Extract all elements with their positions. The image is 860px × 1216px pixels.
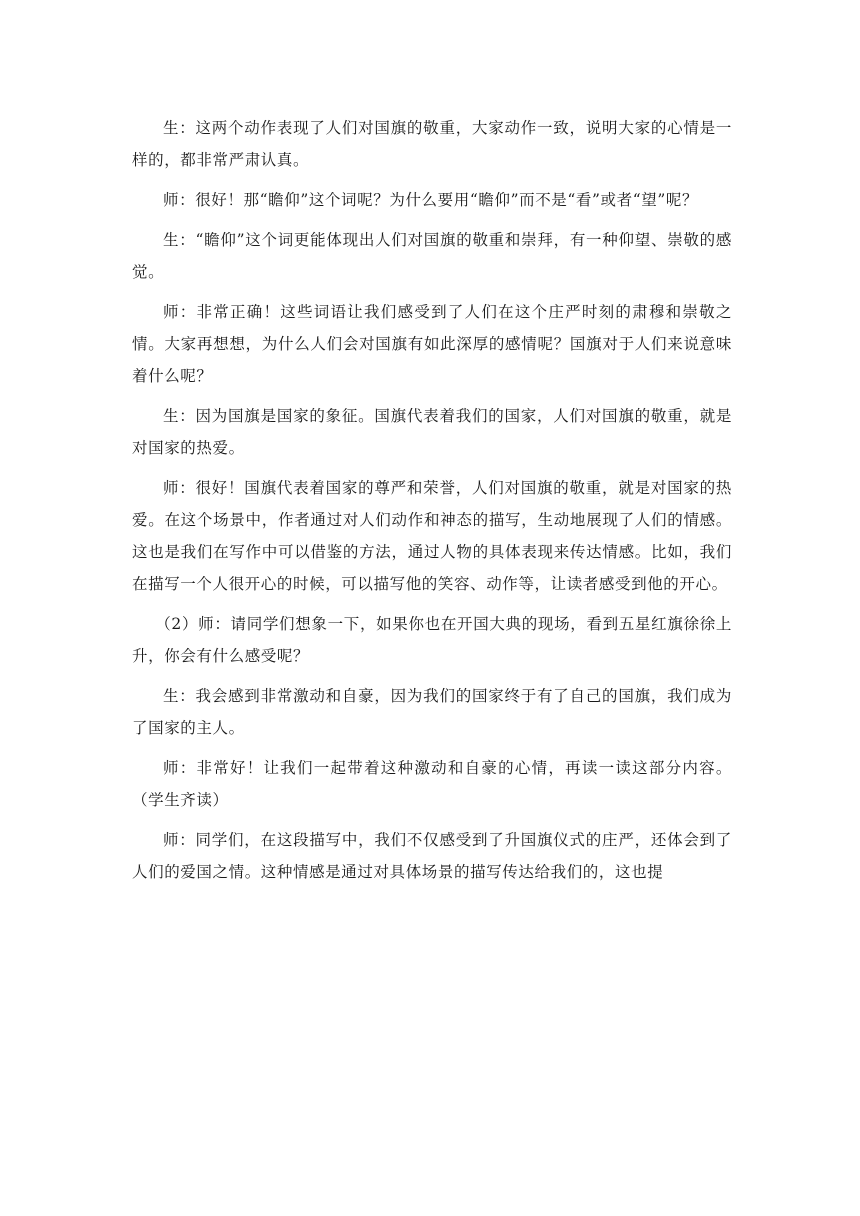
paragraph-student-answer-3: 生：因为国旗是国家的象征。国旗代表着我们的国家，人们对国旗的敬重，就是对国家的热爱。	[132, 407, 732, 457]
document-body	[132, 112, 732, 896]
paragraph-student-answer-4: 生：我会感到非常激动和自豪，因为我们的国家终于有了自己的国旗，我们成为了国家的主人。	[132, 687, 732, 737]
paragraph-teacher-question-2: 师：非常正确！这些词语让我们感受到了人们在这个庄严时刻的肃穆和崇敬之情。大家再想想，为什么人们会对国旗有如此深厚的感情呢？国旗对于人们来说意味着什么呢？	[132, 303, 732, 385]
paragraph-teacher-question-3: （2）师：请同学们想象一下，如果你也在开国大典的现场，看到五星红旗徐徐上升，你会有什么感受呢？	[132, 615, 732, 665]
paragraph-teacher-summary: 师：同学们，在这段描写中，我们不仅感受到了升国旗仪式的庄严，还体会到了人们的爱国之情。这种情感是通过对具体场景的描写传达给我们的，这也提	[132, 831, 732, 881]
paragraph-student-answer-2: 生：“瞻仰”这个词更能体现出人们对国旗的敬重和崇拜，有一种仰望、崇敬的感觉。	[132, 231, 732, 281]
paragraph-student-answer-1: 生：这两个动作表现了人们对国旗的敬重，大家动作一致，说明大家的心情是一样的，都非常严肃认真。	[132, 119, 732, 169]
paragraph-teacher-question-1: 师：很好！那“瞻仰”这个词呢？为什么要用“瞻仰”而不是“看”或者“望”呢？	[163, 191, 699, 209]
paragraph-teacher-instruction: 师：非常好！让我们一起带着这种激动和自豪的心情，再读一读这部分内容。（学生齐读）	[132, 759, 732, 809]
paragraph-teacher-explanation: 师：很好！国旗代表着国家的尊严和荣誉，人们对国旗的敬重，就是对国家的热爱。在这个场景中，作者通过对人们动作和神态的描写，生动地展现了人们的情感。这也是我们在写作中可以借鉴的方法，通过人物的具体表现来传达情感。比如，我们在描写一个人很开心的时候，可以描写他的笑容、动作等，让读者感受到他的开心。	[132, 479, 732, 593]
